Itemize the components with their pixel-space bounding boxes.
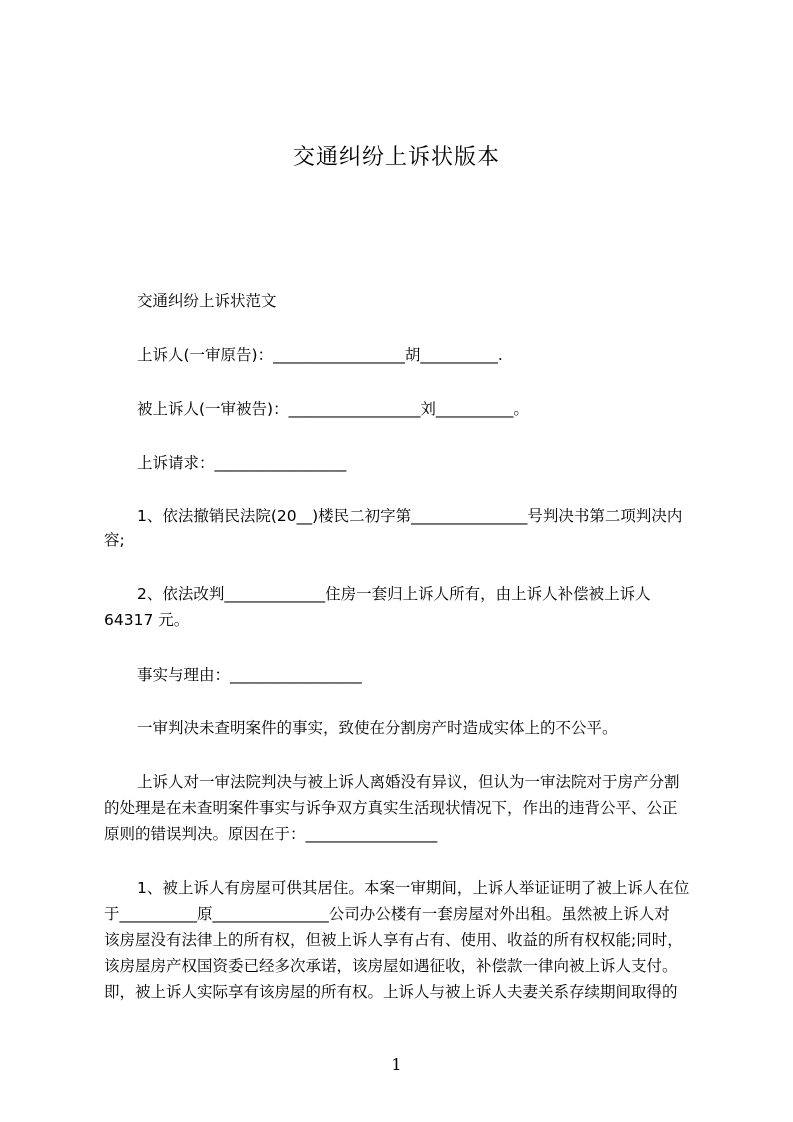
paragraph-line: 该房屋房产权国资委已经多次承诺，该房屋如遇征收，补偿款一律向被上诉人支付。	[104, 957, 678, 975]
paragraph-line: 于__________原_______________公司办公楼有一套房屋对外出租。虽然被上诉人对	[104, 905, 670, 923]
paragraph-line: 原则的错误判决。原因在于：_________________	[104, 825, 438, 843]
request-item-2-cont: 64317 元。	[104, 611, 190, 629]
appellee-line: 被上诉人(一审被告)：_________________刘__________。	[137, 400, 529, 418]
appeal-request-line: 上诉请求：_________________	[137, 454, 347, 472]
facts-reasons-line: 事实与理由：_________________	[137, 666, 362, 684]
paragraph-line: 该房屋没有法律上的所有权，但被上诉人享有占有、使用、收益的所有权权能;同时，	[104, 931, 683, 949]
paragraph-line: 的处理是在未查明案件事实与诉争双方真实生活现状情况下，作出的违背公平、公正	[104, 799, 678, 817]
paragraph-line: 1、被上诉人有房屋可供其居住。本案一审期间，上诉人举证证明了被上诉人在位	[137, 879, 690, 897]
page-number: 1	[391, 1055, 402, 1074]
document-title: 交通纠纷上诉状版本	[292, 145, 500, 170]
paragraph-heading: 交通纠纷上诉状范文	[137, 292, 277, 310]
request-item-2: 2、依法改判_____________住房一套归上诉人所有，由上诉人补偿被上诉人	[137, 585, 651, 603]
appellant-line: 上诉人(一审原告)：_________________胡__________.	[137, 346, 503, 364]
request-item-1: 1、依法撤销民法院(20__)楼民二初字第_______________号判决书第二项判决内	[137, 507, 683, 525]
paragraph-line: 一审判决未查明案件的事实，致使在分割房产时造成实体上的不公平。	[137, 719, 618, 737]
paragraph-line: 即，被上诉人实际享有该房屋的所有权。上诉人与被上诉人夫妻关系存续期间取得的	[104, 983, 678, 1001]
paragraph-line: 上诉人对一审法院判决与被上诉人离婚没有异议，但认为一审法院对于房产分割	[137, 773, 680, 791]
request-item-1-cont: 容;	[104, 531, 125, 549]
